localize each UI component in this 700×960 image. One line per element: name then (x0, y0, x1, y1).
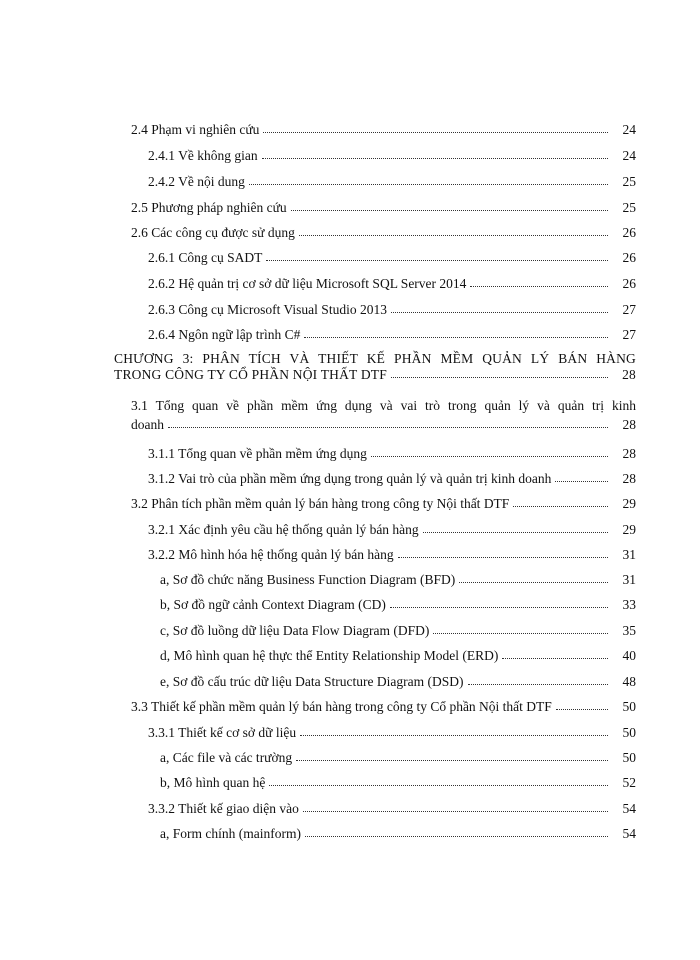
toc-page-number: 26 (622, 250, 636, 265)
dot-leader (299, 225, 608, 236)
toc-entry-title-line2: doanh (131, 417, 164, 432)
toc-page-number: 28 (622, 471, 636, 486)
toc-entry-title: 2.4.2 Về nội dung (148, 174, 245, 189)
toc-entry-title: 3.2 Phân tích phần mềm quản lý bán hàng trong công ty Nội thất DTF (131, 496, 510, 511)
dot-leader (555, 471, 608, 482)
toc-entry[interactable] (160, 623, 636, 639)
toc-entry[interactable] (148, 446, 636, 462)
toc-entry-title: a, Các file và các trường (160, 750, 293, 765)
toc-page-number: 40 (622, 648, 636, 663)
dot-leader (303, 801, 608, 812)
toc-entry[interactable] (148, 250, 636, 266)
dot-leader (371, 446, 608, 457)
dot-leader (391, 367, 608, 378)
toc-entry[interactable] (131, 122, 636, 138)
dot-leader (269, 775, 608, 786)
toc-page-number: 48 (622, 674, 636, 689)
toc-entry-title: 2.6 Các công cụ được sử dụng (131, 225, 295, 240)
dot-leader (391, 302, 608, 313)
toc-entry-title: 2.4.1 Về không gian (148, 148, 258, 163)
toc-entry-title: 3.3.2 Thiết kế giao diện vào (148, 801, 299, 816)
toc-entry-title: 2.6.4 Ngôn ngữ lập trình C# (148, 327, 301, 342)
toc-entry-title: 3.3.1 Thiết kế cơ sở dữ liệu (148, 725, 297, 740)
toc-entry[interactable] (148, 471, 636, 487)
toc-entry[interactable] (148, 522, 636, 538)
toc-page-number: 50 (622, 725, 636, 740)
toc-entry-title: 2.6.2 Hệ quản trị cơ sở dữ liệu Microsoft SQL Server 2014 (148, 276, 467, 291)
toc-entry[interactable] (131, 398, 636, 433)
toc-page-number: 52 (622, 775, 636, 790)
dot-leader (433, 623, 608, 634)
dot-leader (249, 174, 608, 185)
toc-entry[interactable] (160, 597, 636, 613)
toc-entry[interactable] (131, 225, 636, 241)
dot-leader (263, 122, 608, 133)
toc-entry-title: 3.2.2 Mô hình hóa hệ thống quản lý bán hàng (148, 547, 394, 562)
toc-page-number: 24 (622, 148, 636, 163)
toc-entry-title: d, Mô hình quan hệ thực thể Entity Relationship Model (ERD) (160, 648, 499, 663)
toc-entry[interactable] (160, 750, 636, 766)
dot-leader (262, 148, 608, 159)
dot-leader (296, 750, 608, 761)
dot-leader (513, 496, 608, 507)
toc-entry[interactable] (131, 200, 636, 216)
dot-leader (300, 725, 608, 736)
dot-leader (291, 200, 608, 211)
dot-leader (556, 699, 608, 710)
toc-page-number: 29 (622, 496, 636, 511)
toc-page-number: 33 (622, 597, 636, 612)
toc-entry-title-line2: TRONG CÔNG TY CỔ PHẦN NỘI THẤT DTF (114, 367, 387, 382)
toc-entry[interactable] (148, 547, 636, 563)
toc-page-number: 54 (622, 801, 636, 816)
toc-entry[interactable] (148, 302, 636, 318)
toc-page-number: 27 (622, 302, 636, 317)
toc-entry[interactable] (160, 775, 636, 791)
toc-page-number: 25 (622, 174, 636, 189)
toc-entry[interactable] (148, 327, 636, 343)
toc-page-number: 54 (622, 826, 636, 841)
toc-entry-title: 3.3 Thiết kế phần mềm quản lý bán hàng trong công ty Cổ phần Nội thất DTF (131, 699, 552, 714)
toc-page-number: 31 (622, 547, 636, 562)
toc-page-number: 28 (622, 367, 636, 382)
toc-page-number: 35 (622, 623, 636, 638)
toc-entry[interactable] (131, 699, 636, 715)
toc-entry[interactable] (148, 801, 636, 817)
dot-leader (502, 648, 608, 659)
toc-entry[interactable] (160, 826, 636, 842)
toc-page-number: 29 (622, 522, 636, 537)
toc-page-number: 28 (622, 446, 636, 461)
toc-page-number: 28 (622, 417, 636, 432)
dot-leader (168, 417, 608, 428)
toc-entry-title: e, Sơ đồ cấu trúc dữ liệu Data Structure Diagram (DSD) (160, 674, 464, 689)
toc-entry-title: a, Form chính (mainform) (160, 826, 301, 841)
toc-entry[interactable] (148, 276, 636, 292)
dot-leader (266, 250, 608, 261)
dot-leader (305, 826, 608, 837)
toc-entry-title: 2.5 Phương pháp nghiên cứu (131, 200, 287, 215)
toc-entry-title-line1: 3.1 Tổng quan về phần mềm ứng dụng và vai trò trong quản lý và quản trị kinh (131, 398, 636, 413)
toc-page-number: 24 (622, 122, 636, 137)
toc-entry-title: a, Sơ đồ chức năng Business Function Diagram (BFD) (160, 572, 456, 587)
toc-entry[interactable] (148, 174, 636, 190)
dot-leader (304, 327, 608, 338)
toc-chapter-entry[interactable] (114, 351, 636, 383)
dot-leader (398, 547, 608, 558)
toc-entry-title: 3.1.1 Tổng quan về phần mềm ứng dụng (148, 446, 367, 461)
toc-page-number: 27 (622, 327, 636, 342)
toc-entry[interactable] (131, 496, 636, 512)
dot-leader (459, 572, 608, 583)
toc-entry[interactable] (148, 725, 636, 741)
toc-entry-title: 2.6.1 Công cụ SADT (148, 250, 263, 265)
toc-entry[interactable] (160, 674, 636, 690)
dot-leader (390, 597, 608, 608)
toc-page-number: 31 (622, 572, 636, 587)
toc-page-number: 50 (622, 699, 636, 714)
toc-entry[interactable] (160, 572, 636, 588)
toc-page-number: 25 (622, 200, 636, 215)
dot-leader (468, 674, 609, 685)
toc-entry-title-line1: CHƯƠNG 3: PHÂN TÍCH VÀ THIẾT KẾ PHẦN MỀM QUẢN LÝ BÁN HÀNG (114, 351, 636, 366)
toc-page-number: 26 (622, 225, 636, 240)
toc-entry-title: b, Mô hình quan hệ (160, 775, 266, 790)
toc-page-number: 50 (622, 750, 636, 765)
toc-entry-title: c, Sơ đồ luồng dữ liệu Data Flow Diagram (DFD) (160, 623, 430, 638)
toc-entry-title: 2.6.3 Công cụ Microsoft Visual Studio 2013 (148, 302, 387, 317)
dot-leader (470, 276, 608, 287)
toc-entry-title: b, Sơ đồ ngữ cảnh Context Diagram (CD) (160, 597, 386, 612)
toc-entry-title: 3.2.1 Xác định yêu cầu hệ thống quản lý bán hàng (148, 522, 419, 537)
toc-entry-title: 3.1.2 Vai trò của phần mềm ứng dụng trong quản lý và quản trị kinh doanh (148, 471, 552, 486)
toc-entry[interactable] (148, 148, 636, 164)
toc-page-number: 26 (622, 276, 636, 291)
toc-entry[interactable] (160, 648, 636, 664)
toc-entry-title: 2.4 Phạm vi nghiên cứu (131, 122, 260, 137)
dot-leader (423, 522, 608, 533)
